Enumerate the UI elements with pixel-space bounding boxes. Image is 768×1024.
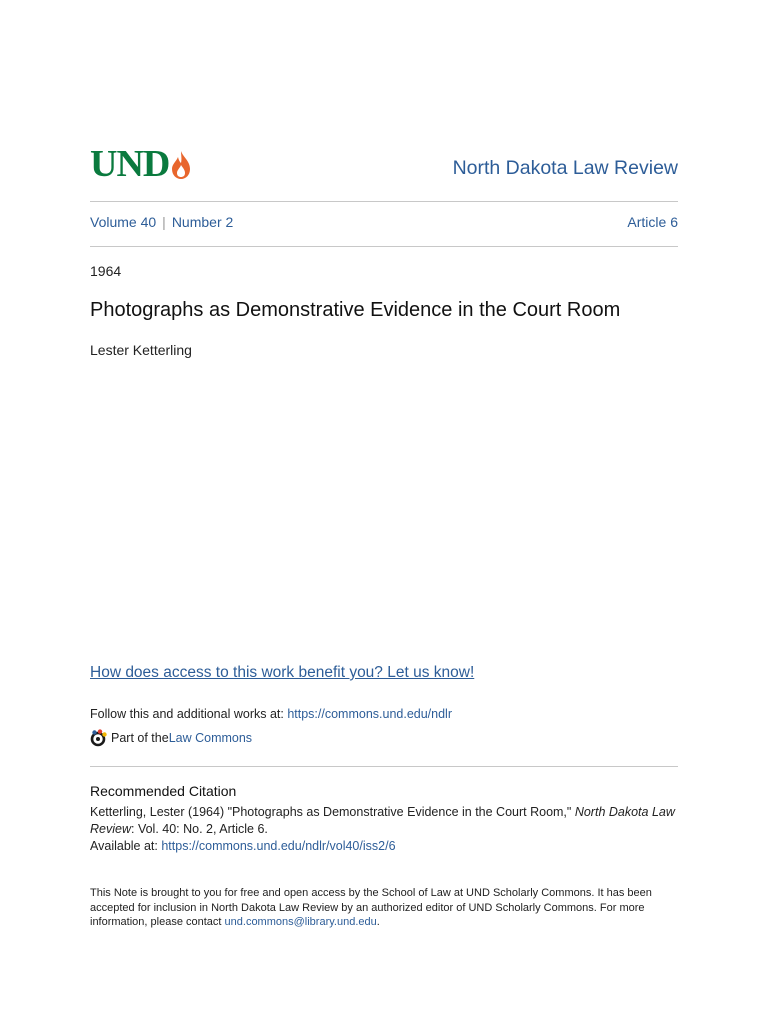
paper-author: Lester Ketterling <box>90 342 192 358</box>
network-commons-icon <box>90 729 108 747</box>
article-url-link[interactable]: https://commons.und.edu/ndlr/vol40/iss2/6 <box>161 839 396 853</box>
follow-label: Follow this and additional works at: <box>90 707 288 721</box>
citation-journal: North Dakota Law Review <box>90 805 675 836</box>
available-label: Available at: <box>90 839 162 853</box>
part-of-label: Part of the <box>111 731 169 745</box>
citation-text-after: : Vol. 40: No. 2, Article 6. <box>131 822 268 836</box>
journal-link[interactable]: North Dakota Law Review <box>452 157 678 179</box>
citation-divider <box>90 766 678 767</box>
issue-separator: | <box>162 214 166 230</box>
article-link[interactable]: Article 6 <box>627 214 678 230</box>
law-commons-link[interactable]: Law Commons <box>168 731 253 745</box>
issue-divider <box>90 246 678 247</box>
access-note-text: This Note is brought to you for free and open access by the School of Law at UND Scholarly Commons. It has been accepted for inclusion in North Dakota Law Review by an authorized editor of UND Scholarly Commons. For more information, please contact <box>90 887 652 929</box>
publication-year: 1964 <box>90 263 122 279</box>
und-logo[interactable] <box>90 143 192 185</box>
contact-email-link[interactable]: und.commons@library.und.edu <box>224 916 377 929</box>
citation-text-before: Ketterling, Lester (1964) "Photographs as Demonstrative Evidence in the Court Room," <box>90 805 575 819</box>
access-note <box>90 886 680 930</box>
flame-icon <box>170 150 192 180</box>
part-of-line <box>90 729 252 747</box>
access-note-end: . <box>376 916 380 929</box>
follow-line <box>90 707 452 721</box>
logo-text: UND <box>90 143 170 185</box>
feedback-link[interactable]: How does access to this work benefit you? Let us know! <box>90 664 475 681</box>
citation-text <box>90 804 680 855</box>
header-divider <box>90 201 678 202</box>
collection-url-link[interactable]: https://commons.und.edu/ndlr <box>287 707 453 721</box>
paper-title: Photographs as Demonstrative Evidence in the Court Room <box>90 299 621 321</box>
number-link[interactable]: Number 2 <box>171 214 234 230</box>
volume-link[interactable]: Volume 40 <box>90 214 157 230</box>
citation-heading: Recommended Citation <box>90 783 237 799</box>
